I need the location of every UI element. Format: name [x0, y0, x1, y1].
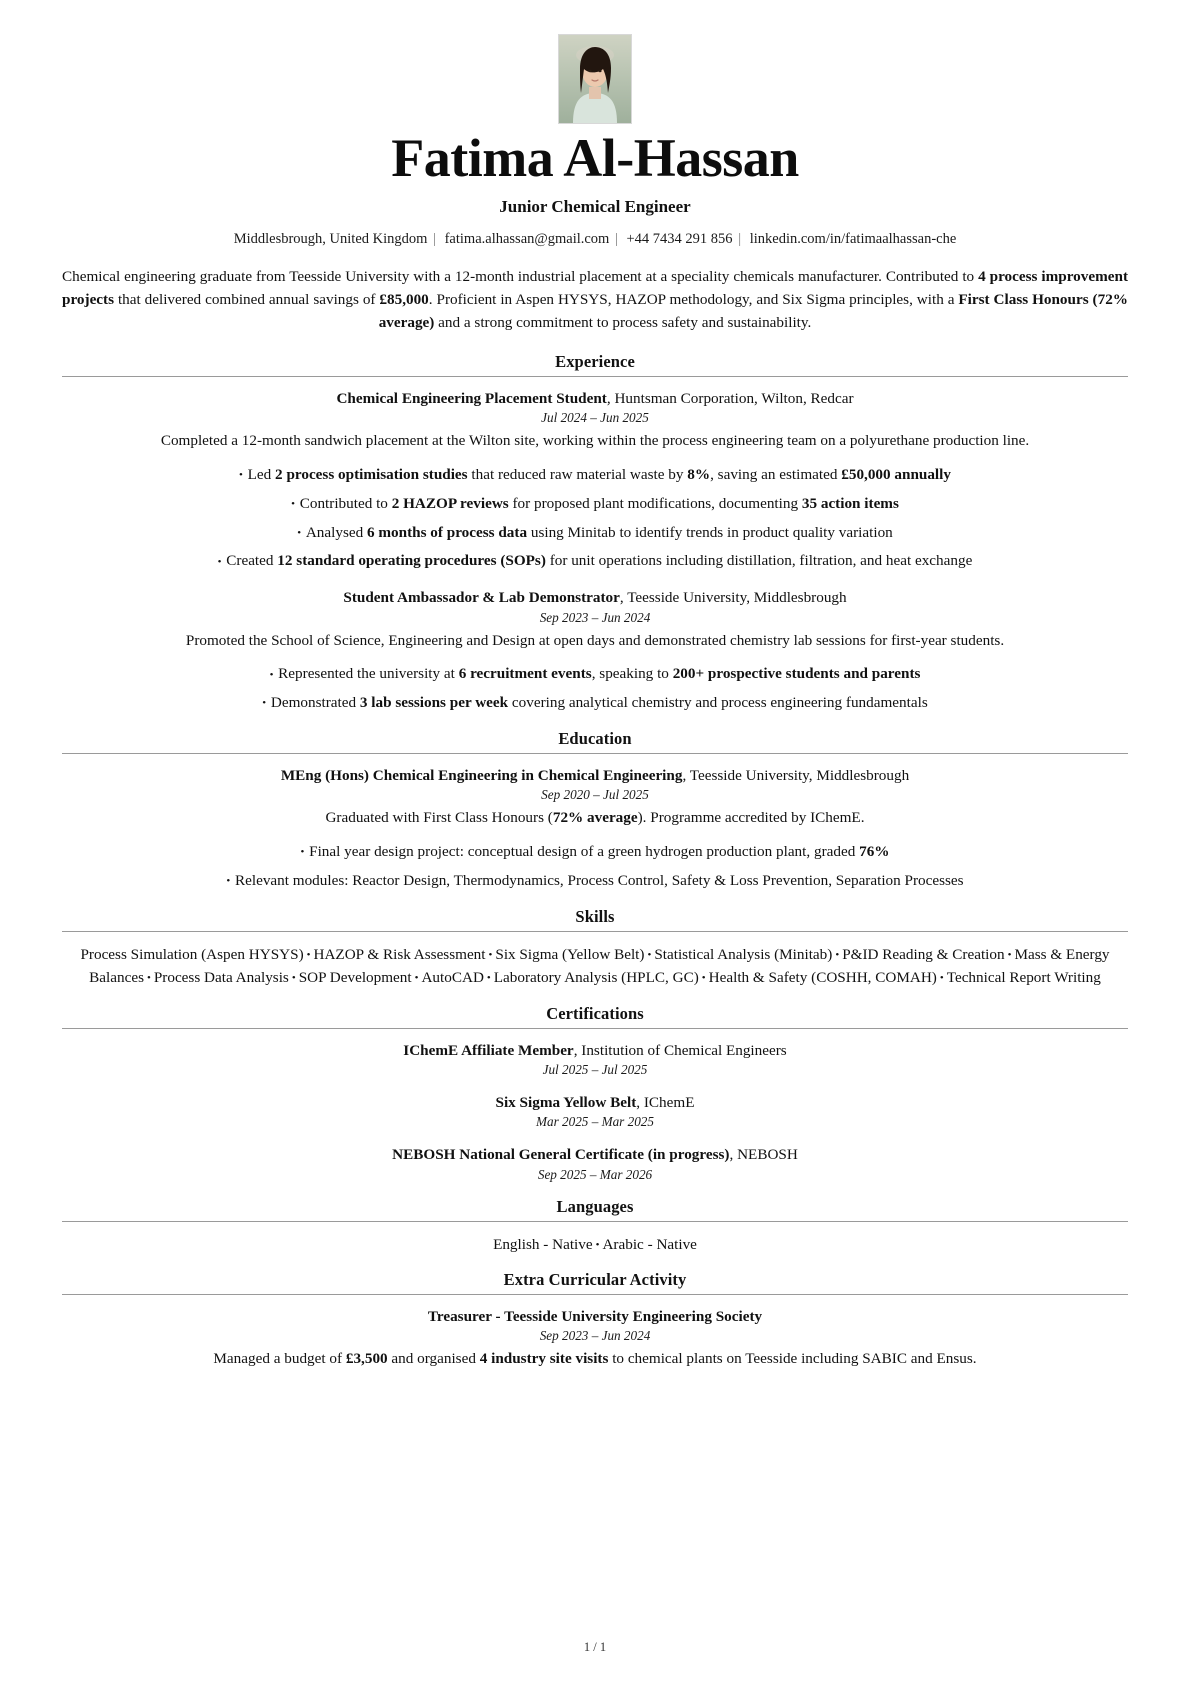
entry-title: [62, 388, 1128, 409]
entry-description: Completed a 12-month sandwich placement at the Wilton site, working within the process engineering team on a polyurethane production line.: [160, 432, 1030, 450]
section-divider: [62, 1221, 1128, 1222]
skills-item: Technical Report Writing: [946, 969, 1101, 987]
contact-separator: |: [433, 230, 436, 247]
bullet-item: • Created 12 standard operating procedures (SOPs) for unit operations including distillation, filtration, and heat exchange: [217, 552, 973, 570]
skills-item: HAZOP & Risk Assessment: [313, 945, 486, 963]
section-languages: [62, 1197, 1128, 1257]
entry-role: Treasurer - Teesside University Engineering Society: [427, 1308, 763, 1326]
contact-separator: |: [738, 230, 742, 247]
section-skills: [62, 907, 1128, 990]
section-extra-curricular: [62, 1270, 1128, 1371]
entry-title: [62, 1040, 1128, 1061]
bullet-dot-icon: •: [300, 846, 308, 859]
sections-container: [62, 352, 1128, 1371]
entry-role: IChemE Affiliate Member: [403, 1041, 574, 1059]
bullet-dot-icon: •: [291, 498, 298, 511]
bullet-dot-icon: •: [486, 972, 491, 985]
portrait-photo: [558, 34, 632, 124]
contact-location: Middlesbrough, United Kingdom: [233, 230, 428, 247]
entry-date: Jul 2025 – Jul 2025: [542, 1061, 648, 1077]
bullet-dot-icon: •: [647, 948, 652, 961]
bullet-dot-icon: •: [217, 555, 225, 568]
entry-role: Chemical Engineering Placement Student: [336, 389, 607, 407]
entry-organisation: , Teesside University, Middlesbrough: [682, 766, 910, 784]
bullet-dot-icon: •: [306, 948, 311, 961]
bullet-dot-icon: •: [1007, 948, 1012, 961]
skills-item: Six Sigma (Yellow Belt): [495, 945, 645, 963]
bullet-dot-icon: •: [291, 972, 296, 985]
bullet-dot-icon: •: [595, 1238, 600, 1251]
entry-bullets: [62, 464, 1128, 573]
section-divider: [62, 753, 1128, 754]
bullet-item: • Led 2 process optimisation studies that reduced raw material waste by 8%, saving an estimated £50,000 annually: [239, 466, 951, 484]
contact-line: [62, 231, 1128, 248]
languages-item: Arabic - Native: [602, 1235, 697, 1253]
entry-organisation: , Teesside University, Middlesbrough: [619, 589, 847, 607]
entry-organisation: , NEBOSH: [729, 1146, 798, 1164]
section-title-languages: Languages: [556, 1196, 634, 1216]
bullet-dot-icon: •: [414, 972, 419, 985]
entry-date: Sep 2023 – Jun 2024: [539, 609, 651, 625]
bullet-dot-icon: •: [701, 972, 706, 985]
section-divider: [62, 1294, 1128, 1295]
professional-summary: Chemical engineering graduate from Teesside University with a 12-month industrial placement at a speciality chemicals manufacturer. Contributed to 4 process improvement projects that delivered combined annual savings of £85,000. Proficient in Aspen HYSYS, HAZOP methodology, and Six Sigma principles, with a First Class Honours (72% average) and a strong commitment to process safety and sustainability.: [62, 267, 1128, 331]
section-experience: [62, 352, 1128, 715]
entry-date: Mar 2025 – Mar 2025: [536, 1114, 654, 1130]
entry: [62, 1040, 1128, 1078]
bullet-item: • Demonstrated 3 lab sessions per week covering analytical chemistry and process engineering fundamentals: [262, 694, 928, 712]
skills-item: AutoCAD: [421, 969, 484, 987]
bullet-item: • Analysed 6 months of process data using Minitab to identify trends in product quality variation: [297, 523, 893, 541]
entry: [62, 765, 1128, 893]
skills-item: Laboratory Analysis (HPLC, GC): [493, 969, 699, 987]
entry: [62, 1144, 1128, 1182]
entry-title: [62, 587, 1128, 608]
bullet-dot-icon: •: [939, 972, 944, 985]
bullet-dot-icon: •: [269, 668, 277, 681]
bullet-dot-icon: •: [835, 948, 840, 961]
entry-role: MEng (Hons) Chemical Engineering in Chemical Engineering: [280, 766, 683, 784]
entry: [62, 388, 1128, 573]
bullet-dot-icon: •: [239, 469, 246, 482]
bullet-dot-icon: •: [262, 697, 269, 710]
entry-date: Jul 2024 – Jun 2025: [541, 410, 649, 426]
entry-bullets: [62, 663, 1128, 715]
contact-separator: |: [614, 230, 618, 247]
bullet-dot-icon: •: [297, 526, 304, 539]
bullet-dot-icon: •: [488, 948, 493, 961]
entry-organisation: , Institution of Chemical Engineers: [573, 1041, 787, 1059]
entry-date: Sep 2020 – Jul 2025: [541, 787, 649, 803]
section-certifications: [62, 1004, 1128, 1183]
contact-email[interactable]: fatima.alhassan@gmail.com: [444, 230, 610, 247]
skills-item: Health & Safety (COSHH, COMAH): [708, 969, 937, 987]
entry: [62, 1306, 1128, 1371]
section-divider: [62, 376, 1128, 377]
entry-description: Graduated with First Class Honours (72% average). Programme accredited by IChemE.: [325, 809, 865, 827]
contact-linkedin[interactable]: linkedin.com/in/fatimaalhassan-che: [749, 230, 957, 247]
skills-item: SOP Development: [298, 969, 412, 987]
section-education: [62, 729, 1128, 893]
section-title-education: Education: [558, 728, 632, 748]
skills-item: Mass & Energy Balances: [89, 945, 1110, 987]
entry-organisation: , Huntsman Corporation, Wilton, Redcar: [606, 389, 854, 407]
page-title: Fatima Al-Hassan: [391, 128, 799, 188]
skills-item: Process Data Analysis: [153, 969, 289, 987]
page-footer: 1 / 1: [583, 1640, 607, 1654]
skills-item: Statistical Analysis (Minitab): [654, 945, 833, 963]
section-divider: [62, 1028, 1128, 1029]
bullet-dot-icon: •: [146, 972, 151, 985]
bullet-item: • Represented the university at 6 recruitment events, speaking to 200+ prospective students and parents: [269, 665, 921, 683]
skills-item: P&ID Reading & Creation: [842, 945, 1005, 963]
entry-role: NEBOSH National General Certificate (in progress): [392, 1146, 730, 1164]
job-headline: Junior Chemical Engineer: [499, 196, 691, 216]
photo-container: [62, 34, 1128, 124]
entry-description: Promoted the School of Science, Engineering and Design at open days and demonstrated chemistry lab sessions for first-year students.: [185, 631, 1005, 649]
section-title-skills: Skills: [575, 906, 615, 926]
entry-role: Six Sigma Yellow Belt: [495, 1093, 637, 1111]
contact-phone[interactable]: +44 7434 291 856: [626, 230, 733, 247]
entry: [62, 1092, 1128, 1130]
entry-date: Sep 2023 – Jun 2024: [539, 1328, 651, 1344]
bullet-dot-icon: •: [226, 875, 233, 888]
skills-list: [62, 943, 1128, 990]
entry-role: Student Ambassador & Lab Demonstrator: [343, 589, 620, 607]
section-title-certifications: Certifications: [546, 1003, 644, 1023]
entry-title: [62, 1306, 1128, 1327]
entry-date: Sep 2025 – Mar 2026: [537, 1166, 653, 1182]
bullet-item: • Final year design project: conceptual design of a green hydrogen production plant, graded 76%: [300, 842, 890, 860]
entry-title: [62, 1092, 1128, 1113]
entry-bullets: [62, 841, 1128, 893]
entry: [62, 587, 1128, 715]
section-title-experience: Experience: [555, 351, 635, 371]
entry-title: [62, 1144, 1128, 1165]
bullet-item: • Relevant modules: Reactor Design, Thermodynamics, Process Control, Safety & Loss Prevention, Separation Processes: [226, 871, 964, 889]
entry-title: [62, 765, 1128, 786]
languages-list: [62, 1233, 1128, 1257]
bullet-item: • Contributed to 2 HAZOP reviews for proposed plant modifications, documenting 35 action items: [291, 494, 899, 512]
languages-item: English - Native: [493, 1235, 593, 1253]
section-divider: [62, 931, 1128, 932]
entry-description: Managed a budget of £3,500 and organised 4 industry site visits to chemical plants on Teesside including SABIC and Ensus.: [213, 1350, 977, 1368]
entry-organisation: , IChemE: [636, 1093, 695, 1111]
skills-item: Process Simulation (Aspen HYSYS): [80, 945, 304, 963]
section-title-extra-curricular: Extra Curricular Activity: [503, 1270, 687, 1290]
